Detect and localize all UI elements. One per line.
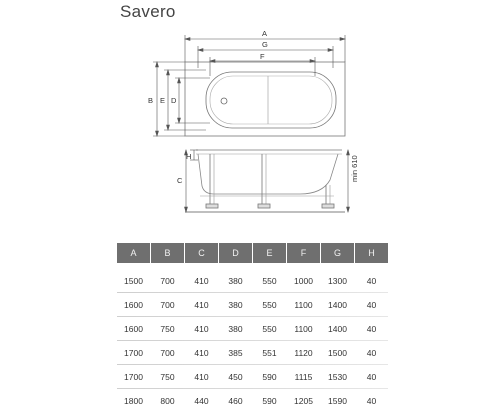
product-title: Savero [120, 2, 176, 21]
table-cell: 1400 [328, 323, 347, 334]
table-cell: 40 [366, 371, 377, 382]
dimension-label-e: E [160, 96, 166, 105]
table-cell: 1700 [124, 371, 143, 382]
header-cell-c: C [185, 243, 218, 263]
header-cell-e: E [253, 243, 286, 263]
header-cell-a: A [117, 243, 150, 263]
dimension-label-f: F [260, 52, 265, 61]
table-cell: 450 [228, 371, 243, 382]
table-cell: 40 [366, 347, 377, 358]
table-cell: 1600 [124, 299, 143, 310]
table-cell: 550 [262, 299, 277, 310]
dimension-label-h: H [186, 152, 192, 161]
table-row [117, 269, 388, 292]
table-cell: 1500 [124, 275, 143, 286]
table-cell: 40 [366, 299, 377, 310]
table-cell: 551 [262, 347, 277, 358]
table-cell: 460 [228, 395, 243, 406]
table-cell: 1590 [328, 395, 347, 406]
table-cell: 800 [160, 395, 175, 406]
header-cell-g: G [321, 243, 354, 263]
tub-outer-rim [185, 62, 345, 136]
table-cell: 410 [194, 323, 209, 334]
header-cell-d: D [219, 243, 252, 263]
table-row [117, 341, 388, 364]
table-cell: 40 [366, 395, 377, 406]
tub-side-body [198, 154, 338, 194]
table-cell: 410 [194, 371, 209, 382]
table-cell: 1600 [124, 323, 143, 334]
dimension-label-b: B [148, 96, 154, 105]
table-row [117, 293, 388, 316]
table-cell: 1700 [124, 347, 143, 358]
table-cell: 380 [228, 299, 243, 310]
table-cell: 40 [366, 323, 377, 334]
table-cell: 410 [194, 275, 209, 286]
header-cell-h: H [355, 243, 388, 263]
table-cell: 700 [160, 275, 175, 286]
table-cell: 750 [160, 323, 175, 334]
table-cell: 1205 [294, 395, 313, 406]
table-cell: 385 [228, 347, 243, 358]
dimension-g [198, 46, 333, 68]
table-cell: 1100 [294, 299, 313, 310]
table-cell: 1115 [294, 371, 313, 382]
dimension-label-min: min 610 [350, 155, 359, 182]
table-cell: 590 [262, 395, 277, 406]
table-cell: 40 [366, 275, 377, 286]
table-row [117, 317, 388, 340]
table-cell: 700 [160, 347, 175, 358]
dimension-label-a: A [262, 29, 268, 38]
drain-icon [221, 98, 227, 104]
table-header-row [117, 243, 388, 263]
table-cell: 590 [262, 371, 277, 382]
top-view [185, 62, 345, 136]
table-cell: 410 [194, 347, 209, 358]
table-cell: 550 [262, 323, 277, 334]
table-cell: 700 [160, 299, 175, 310]
table-cell: 1300 [328, 275, 347, 286]
table-cell: 1500 [328, 347, 347, 358]
table-cell: 550 [262, 275, 277, 286]
table-row [117, 389, 388, 412]
table-cell: 440 [194, 395, 209, 406]
dimension-label-c: C [177, 176, 183, 185]
table-cell: 380 [228, 323, 243, 334]
table-cell: 750 [160, 371, 175, 382]
table-cell: 1530 [328, 371, 347, 382]
side-view [185, 150, 345, 212]
tub-basin [206, 72, 336, 128]
table-row [117, 365, 388, 388]
header-cell-b: B [151, 243, 184, 263]
table-cell: 380 [228, 275, 243, 286]
table-cell: 1800 [124, 395, 143, 406]
header-cell-f: F [287, 243, 320, 263]
table-cell: 1400 [328, 299, 347, 310]
dimension-label-g: G [262, 40, 268, 49]
table-cell: 410 [194, 299, 209, 310]
dimension-d [175, 78, 210, 123]
dimension-label-d: D [171, 96, 177, 105]
dimensions-table [116, 243, 389, 412]
table-cell: 1100 [294, 323, 313, 334]
table-cell: 1000 [294, 275, 313, 286]
table-cell: 1120 [294, 347, 313, 358]
